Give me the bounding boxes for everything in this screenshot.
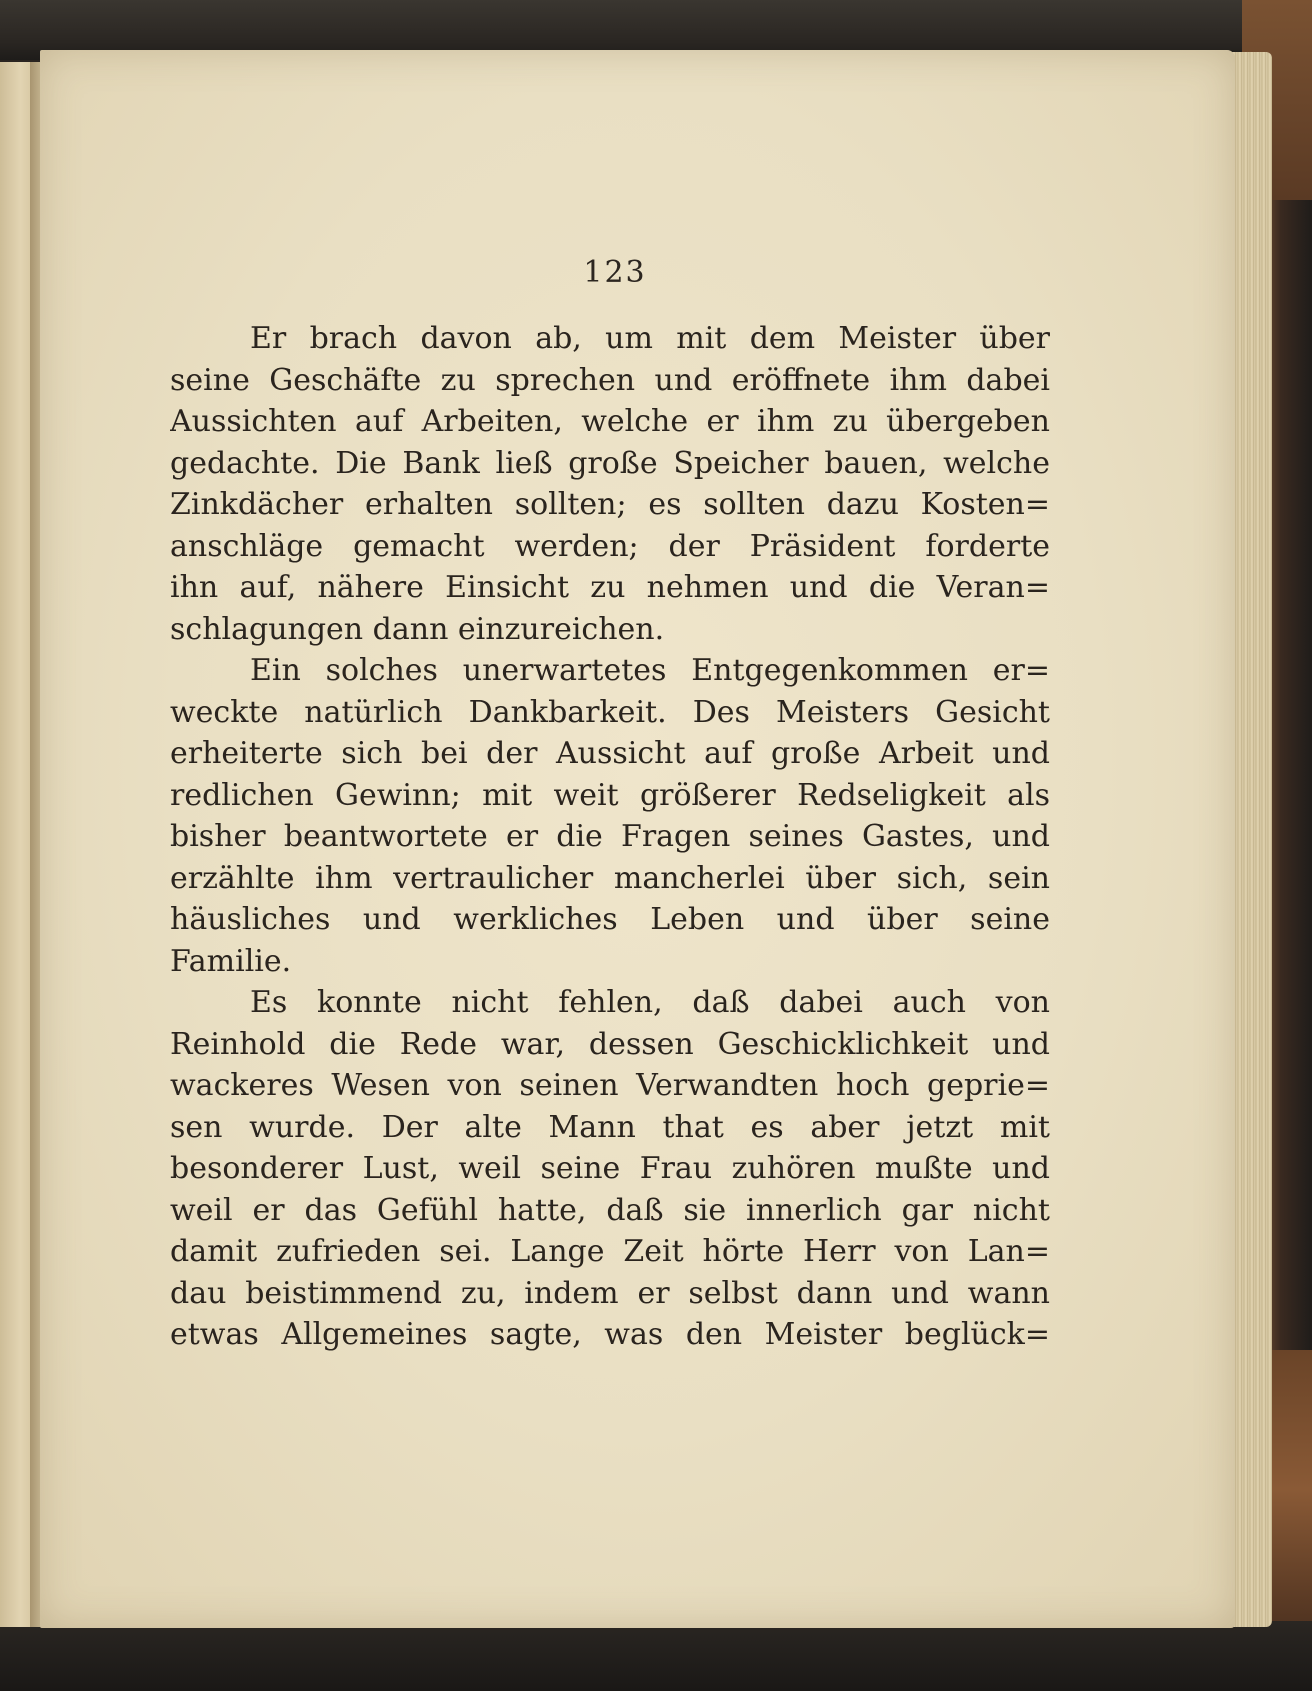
text-line: weil er das Gefühl hatte, daß sie innerlich gar nicht (170, 1192, 1050, 1228)
page-number: 123 (583, 255, 647, 290)
text-line: Er brach davon ab, um mit dem Meister über (250, 321, 1050, 356)
text-line: etwas Allgemeines sagte, was den Meister beglück= (170, 1317, 1050, 1352)
body-text (170, 318, 1050, 1356)
text-line: besonderer Lust, weil seine Frau zuhören mußte und (170, 1151, 1050, 1186)
text-line: Ein solches unerwartetes Entgegenkommen er= (250, 653, 1050, 688)
text-line: schlagungen dann einzureichen. (170, 611, 665, 647)
text-line: redlichen Gewinn; mit weit größerer Redseligkeit als (170, 777, 1050, 813)
text-line: gedachte. Die Bank ließ große Speicher bauen, welche (170, 445, 1050, 481)
text-line: ihn auf, nähere Einsicht zu nehmen und die Veran= (170, 570, 1050, 605)
text-line: anschläge gemacht werden; der Präsident forderte (170, 528, 1050, 564)
text-line: Reinhold die Rede war, dessen Geschicklichkeit und (170, 1026, 1050, 1062)
text-line: seine Geschäfte zu sprechen und eröffnete ihm dabei (170, 362, 1050, 398)
text-line: erzählte ihm vertraulicher mancherlei über sich, sein (170, 860, 1050, 896)
page-stack-edges (1230, 52, 1272, 1627)
text-line: damit zufrieden sei. Lange Zeit hörte Herr von Lan= (170, 1234, 1050, 1269)
text-line: sen wurde. Der alte Mann that es aber jetzt mit (170, 1109, 1050, 1145)
text-line: häusliches und werkliches Leben und über seine (170, 902, 1050, 937)
text-line: bisher beantwortete er die Fragen seines Gastes, und (170, 819, 1050, 854)
binding-bottom-edge (0, 1621, 1312, 1691)
text-line: Aussichten auf Arbeiten, welche er ihm zu übergeben (170, 404, 1050, 439)
text-line: dau beistimmend zu, indem er selbst dann und wann (170, 1275, 1050, 1311)
text-line: Zinkdächer erhalten sollten; es sollten dazu Kosten= (170, 487, 1050, 522)
book-page (40, 50, 1235, 1628)
text-line: Familie. (170, 943, 292, 979)
text-line: Es konnte nicht fehlen, daß dabei auch von (250, 985, 1050, 1020)
text-line: wackeres Wesen von seinen Verwandten hoch geprie= (170, 1068, 1050, 1103)
text-line: weckte natürlich Dankbarkeit. Des Meisters Gesicht (170, 694, 1050, 730)
text-line: erheiterte sich bei der Aussicht auf große Arbeit und (170, 736, 1050, 771)
left-page-sliver (0, 62, 34, 1627)
